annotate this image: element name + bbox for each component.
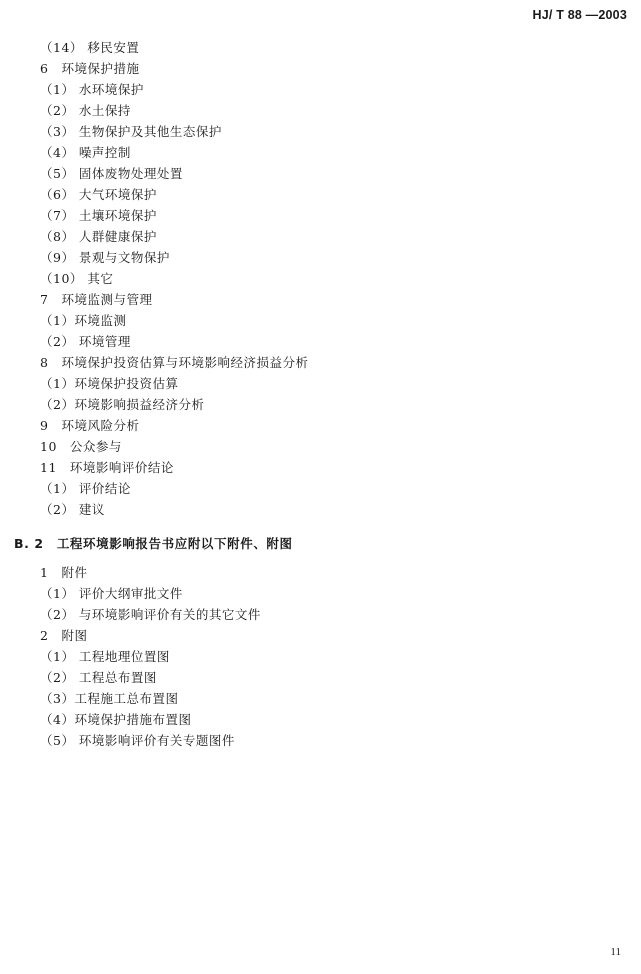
list-item: （6） 大气环境保护	[40, 187, 157, 202]
list-item: （4）环境保护措施布置图	[40, 712, 192, 727]
list-item: 1 附件	[40, 565, 88, 580]
list-item: （10） 其它	[40, 271, 114, 286]
list-item: （1） 评价结论	[40, 481, 131, 496]
list-item: （4） 噪声控制	[40, 145, 131, 160]
list-item: 8 环境保护投资估算与环境影响经济损益分析	[40, 355, 309, 370]
list-item: （1） 工程地理位置图	[40, 649, 170, 664]
list-item: （2）环境影响损益经济分析	[40, 397, 205, 412]
list-item: （7） 土壤环境保护	[40, 208, 157, 223]
standard-code-header: HJ/ T 88 —2003	[532, 8, 627, 22]
list-item: （14） 移民安置	[40, 40, 140, 55]
list-item: （8） 人群健康保护	[40, 229, 157, 244]
list-item: （3） 生物保护及其他生态保护	[40, 124, 222, 139]
list-item: 10 公众参与	[40, 439, 122, 454]
list-item: 9 环境风险分析	[40, 418, 140, 433]
list-item: （3）工程施工总布置图	[40, 691, 179, 706]
list-item: （2） 工程总布置图	[40, 670, 157, 685]
list-item: （5） 固体废物处理处置	[40, 166, 183, 181]
list-item: （9） 景观与文物保护	[40, 250, 170, 265]
list-item: （2） 建议	[40, 502, 105, 517]
list-item: （2） 水土保持	[40, 103, 131, 118]
page-number: 11	[610, 946, 621, 958]
list-item: （2） 与环境影响评价有关的其它文件	[40, 607, 261, 622]
section-heading-b2: B. 2 工程环境影响报告书应附以下附件、附图	[14, 536, 293, 551]
list-item: （1）环境保护投资估算	[40, 376, 179, 391]
list-item: 11 环境影响评价结论	[40, 460, 174, 475]
list-item: （1） 评价大纲审批文件	[40, 586, 183, 601]
list-item: （2） 环境管理	[40, 334, 131, 349]
list-item: 2 附图	[40, 628, 88, 643]
list-item: 6 环境保护措施	[40, 61, 140, 76]
list-item: （1）环境监测	[40, 313, 127, 328]
list-item: （5） 环境影响评价有关专题图件	[40, 733, 235, 748]
list-item: 7 环境监测与管理	[40, 292, 153, 307]
list-item: （1） 水环境保护	[40, 82, 144, 97]
